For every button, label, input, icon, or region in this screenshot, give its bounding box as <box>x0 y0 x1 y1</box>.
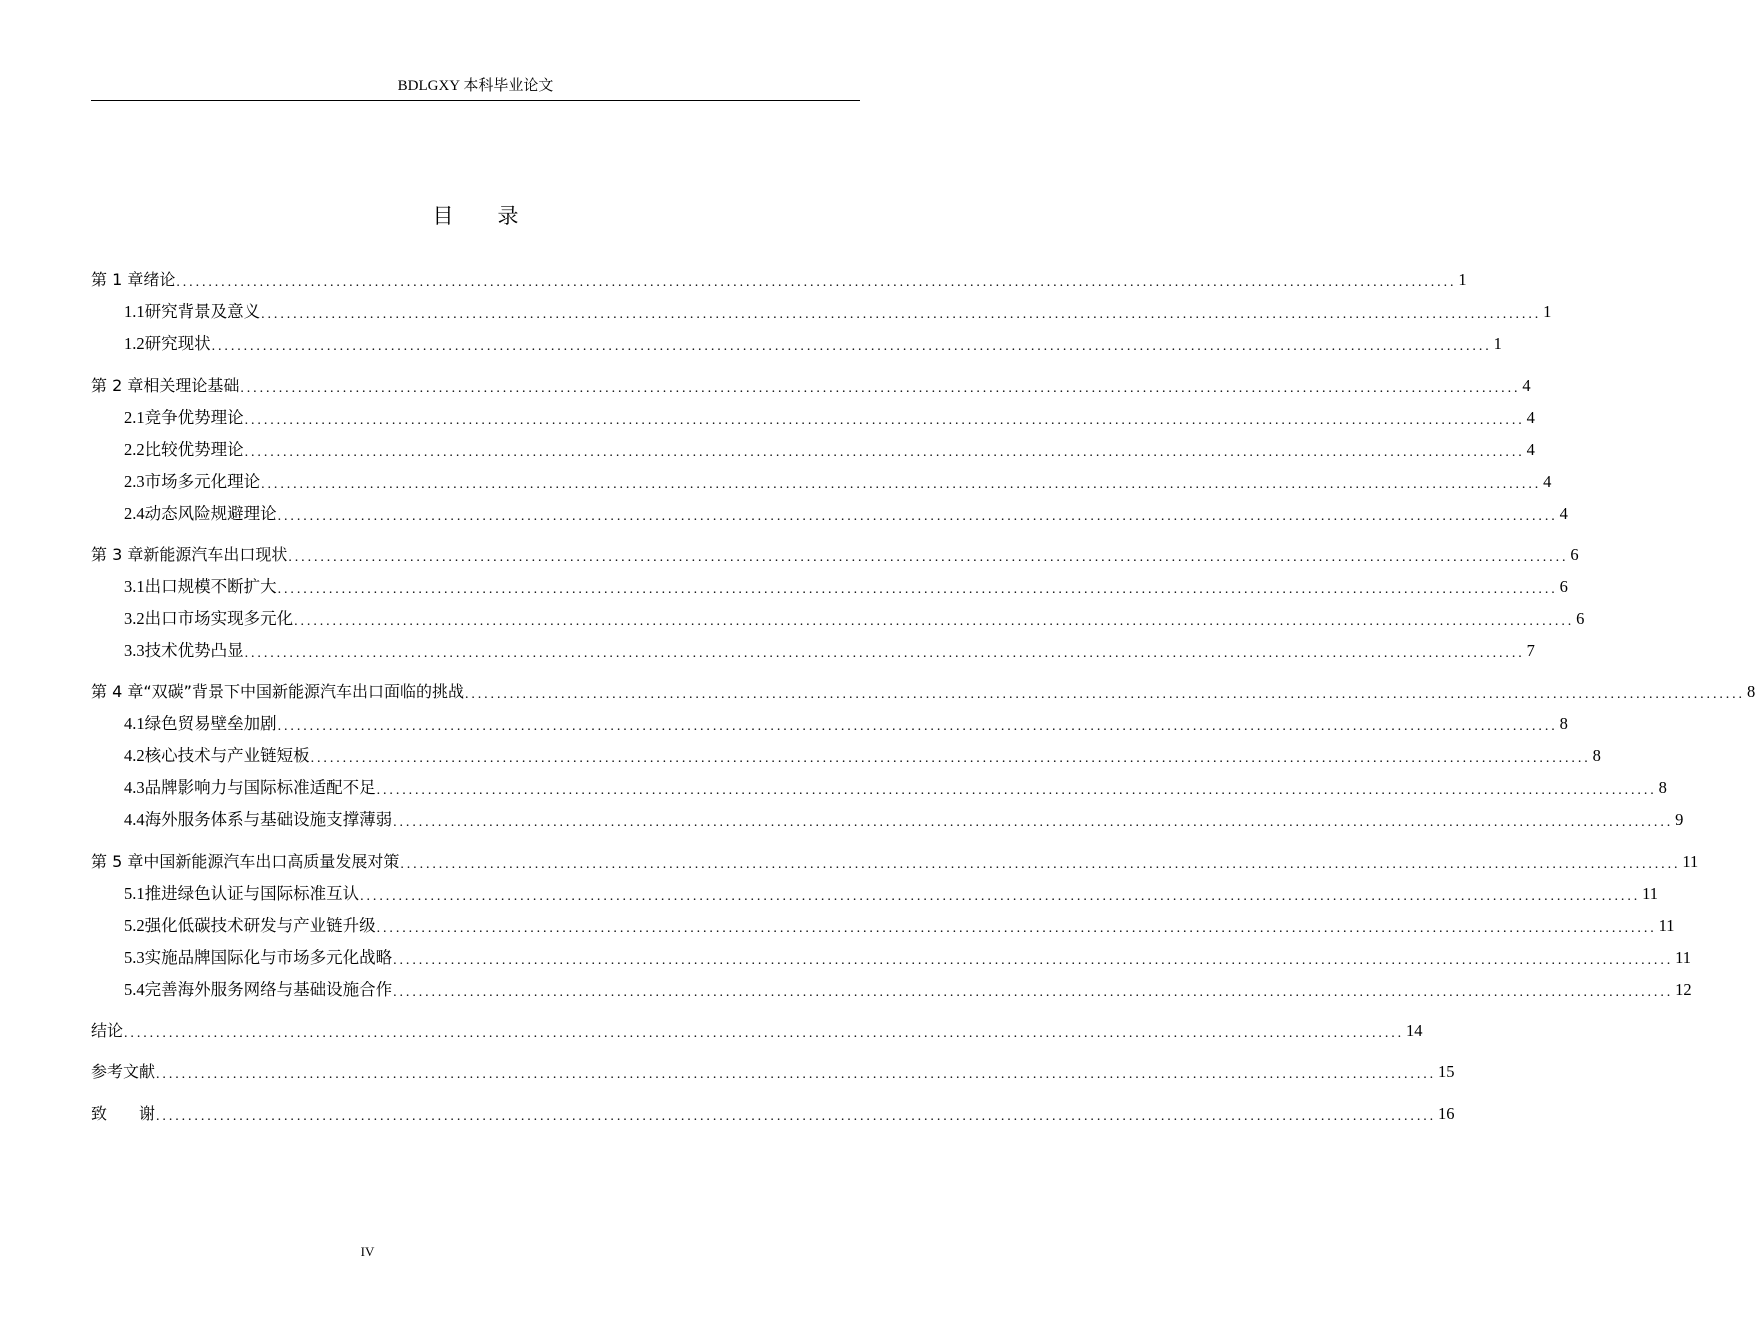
toc-entry-label: 海外服务体系与基础设施支撑薄弱 <box>144 810 393 829</box>
toc-dot-leader: ........................................................................................................................................................................................................ <box>244 445 1525 460</box>
toc-entry-number: 3.1 <box>124 577 145 596</box>
toc-dot-leader: ........................................................................................................................................................................................................ <box>393 953 1674 968</box>
toc-entry-label: 推进绿色认证与国际标准互认 <box>144 884 360 903</box>
toc-entry-label: 比较优势理论 <box>144 440 244 459</box>
toc-entry-number: 第 1 章 <box>91 270 144 289</box>
toc-entry-label: 出口市场实现多元化 <box>144 609 294 628</box>
toc-section-row[interactable] <box>91 438 1535 462</box>
toc-entry-number: 2.3 <box>124 472 145 491</box>
toc-entry-number: 4.3 <box>124 778 145 797</box>
toc-page-number: 8 <box>1592 746 1601 765</box>
toc-chapter-row[interactable] <box>91 1060 1455 1084</box>
toc-page-number: 11 <box>1675 948 1692 967</box>
toc-section-row[interactable] <box>91 639 1535 663</box>
toc-section-row[interactable] <box>91 575 1568 599</box>
toc-section-row[interactable] <box>91 502 1568 526</box>
toc-page-number: 11 <box>1658 916 1675 935</box>
toc-dot-leader: ........................................................................................................................................................................................................ <box>240 381 1521 396</box>
toc-entry-number: 2.4 <box>124 504 145 523</box>
toc-entry-label: 实施品牌国际化与市场多元化战略 <box>144 948 393 967</box>
toc-dot-leader: ........................................................................................................................................................................................................ <box>124 1026 1405 1041</box>
toc-page-number: 4 <box>1526 408 1535 427</box>
toc-section-row[interactable] <box>91 470 1552 494</box>
toc-entry-number: 4.2 <box>124 746 145 765</box>
toc-entry-label: 研究背景及意义 <box>144 302 261 321</box>
toc-entry-label: 竞争优势理论 <box>144 408 244 427</box>
toc-dot-leader: ........................................................................................................................................................................................................ <box>277 719 1558 734</box>
toc-section-row[interactable] <box>91 712 1568 736</box>
toc-section-row[interactable] <box>91 300 1552 324</box>
toc-entry-number: 第 4 章 <box>91 682 144 701</box>
toc-entry-label: 结论 <box>91 1021 124 1040</box>
toc-entry-number: 第 5 章 <box>91 852 144 871</box>
toc-entry-number: 1.1 <box>124 302 145 321</box>
toc-entry-number: 5.2 <box>124 916 145 935</box>
toc-entry-label: 技术优势凸显 <box>144 641 244 660</box>
toc-page-number: 16 <box>1438 1104 1455 1123</box>
toc-page-number: 7 <box>1526 641 1535 660</box>
toc-entry-number: 3.3 <box>124 641 145 660</box>
toc-dot-leader: ........................................................................................................................................................................................................ <box>464 687 1745 702</box>
toc-entry-label: 强化低碳技术研发与产业链升级 <box>144 916 376 935</box>
toc-entry-label: 致 谢 <box>91 1104 156 1123</box>
toc-entry-number: 3.2 <box>124 609 145 628</box>
toc-dot-leader: ........................................................................................................................................................................................................ <box>156 1067 1437 1082</box>
page-number: IV <box>360 1244 375 1259</box>
toc-entry-label: 相关理论基础 <box>143 376 240 395</box>
toc-entry-label: 完善海外服务网络与基础设施合作 <box>144 980 393 999</box>
toc-dot-leader: ........................................................................................................................................................................................................ <box>261 477 1542 492</box>
toc-section-row[interactable] <box>91 332 1502 356</box>
toc-chapter-row[interactable] <box>91 1102 1455 1126</box>
toc-title <box>91 201 860 231</box>
toc-entry-number: 2.2 <box>124 440 145 459</box>
toc-entry-number: 第 2 章 <box>91 376 144 395</box>
header-rule <box>91 100 860 101</box>
toc-dot-leader: ........................................................................................................................................................................................................ <box>211 339 1492 354</box>
toc-entry-number: 2.1 <box>124 408 145 427</box>
toc-entry-label: 动态风险规避理论 <box>144 504 277 523</box>
toc-dot-leader: ........................................................................................................................................................................................................ <box>156 1109 1437 1124</box>
toc-page-number: 8 <box>1746 682 1755 701</box>
toc-section-row[interactable] <box>91 808 1684 832</box>
toc-dot-leader: ........................................................................................................................................................................................................ <box>400 857 1681 872</box>
running-header: BDLGXY 本科毕业论文 <box>397 78 554 94</box>
toc-page-number: 1 <box>1493 334 1502 353</box>
toc-entry-label: 出口规模不断扩大 <box>144 577 277 596</box>
toc-chapter-row[interactable] <box>91 1019 1423 1043</box>
toc-chapter-row[interactable] <box>91 850 1699 874</box>
toc-dot-leader: ........................................................................................................................................................................................................ <box>244 413 1525 428</box>
toc-section-row[interactable] <box>91 978 1692 1002</box>
toc-entry-number: 4.1 <box>124 714 145 733</box>
toc-section-row[interactable] <box>91 607 1585 631</box>
toc-page-number: 11 <box>1642 884 1659 903</box>
toc-dot-leader: ........................................................................................................................................................................................................ <box>176 275 1457 290</box>
toc-chapter-row[interactable] <box>91 543 1579 567</box>
toc-chapter-row[interactable] <box>91 680 1755 704</box>
toc-page-number: 12 <box>1675 980 1692 999</box>
toc-entry-label: “双碳”背景下中国新能源汽车出口面临的挑战 <box>143 682 464 701</box>
toc-page-number: 9 <box>1675 810 1684 829</box>
toc-page-number: 4 <box>1559 504 1568 523</box>
toc-page-number: 6 <box>1576 609 1585 628</box>
toc-dot-leader: ........................................................................................................................................................................................................ <box>288 550 1569 565</box>
toc-page-number: 11 <box>1682 852 1699 871</box>
toc-chapter-row[interactable] <box>91 268 1467 292</box>
toc-section-row[interactable] <box>91 946 1692 970</box>
toc-dot-leader: ........................................................................................................................................................................................................ <box>310 751 1591 766</box>
toc-entry-number: 1.2 <box>124 334 145 353</box>
toc-dot-leader: ........................................................................................................................................................................................................ <box>360 889 1641 904</box>
toc-entry-label: 研究现状 <box>144 334 211 353</box>
toc-title-char-1: 目 <box>432 204 454 228</box>
toc-entry-label: 核心技术与产业链短板 <box>144 746 310 765</box>
toc-dot-leader: ........................................................................................................................................................................................................ <box>393 985 1674 1000</box>
toc-page-number: 14 <box>1406 1021 1423 1040</box>
toc-page-number: 6 <box>1559 577 1568 596</box>
toc-entry-label: 绪论 <box>143 270 176 289</box>
toc-entry-label: 绿色贸易壁垒加剧 <box>144 714 277 733</box>
toc-chapter-row[interactable] <box>91 374 1531 398</box>
toc-dot-leader: ........................................................................................................................................................................................................ <box>261 307 1542 322</box>
toc-dot-leader: ........................................................................................................................................................................................................ <box>393 815 1674 830</box>
toc-page-number: 8 <box>1559 714 1568 733</box>
toc-dot-leader: ........................................................................................................................................................................................................ <box>376 783 1657 798</box>
toc-section-row[interactable] <box>91 914 1675 938</box>
toc-entry-number: 第 3 章 <box>91 545 144 564</box>
toc-page-number: 4 <box>1522 376 1531 395</box>
toc-entry-label: 参考文献 <box>91 1062 156 1081</box>
toc-title-char-2: 录 <box>497 204 519 228</box>
toc-page-number: 1 <box>1543 302 1552 321</box>
toc-page-number: 1 <box>1458 270 1467 289</box>
toc-page-number: 4 <box>1543 472 1552 491</box>
toc-entry-number: 4.4 <box>124 810 145 829</box>
toc-dot-leader: ........................................................................................................................................................................................................ <box>244 646 1525 661</box>
toc-page-number: 4 <box>1526 440 1535 459</box>
toc-entry-number: 5.4 <box>124 980 145 999</box>
toc-entry-label: 市场多元化理论 <box>144 472 261 491</box>
toc-dot-leader: ........................................................................................................................................................................................................ <box>294 614 1575 629</box>
toc-entry-label: 中国新能源汽车出口高质量发展对策 <box>143 852 400 871</box>
toc-section-row[interactable] <box>91 744 1601 768</box>
toc-dot-leader: ........................................................................................................................................................................................................ <box>277 509 1558 524</box>
toc-section-row[interactable] <box>91 882 1659 906</box>
toc-section-row[interactable] <box>91 776 1667 800</box>
toc-dot-leader: ........................................................................................................................................................................................................ <box>376 921 1657 936</box>
toc-section-row[interactable] <box>91 406 1535 430</box>
toc-page-number: 15 <box>1438 1062 1455 1081</box>
toc-dot-leader: ........................................................................................................................................................................................................ <box>277 582 1558 597</box>
toc-entry-label: 新能源汽车出口现状 <box>143 545 288 564</box>
toc-entry-label: 品牌影响力与国际标准适配不足 <box>144 778 376 797</box>
toc-entry-number: 5.3 <box>124 948 145 967</box>
toc-page-number: 6 <box>1570 545 1579 564</box>
toc-page-number: 8 <box>1658 778 1667 797</box>
toc-entry-number: 5.1 <box>124 884 145 903</box>
